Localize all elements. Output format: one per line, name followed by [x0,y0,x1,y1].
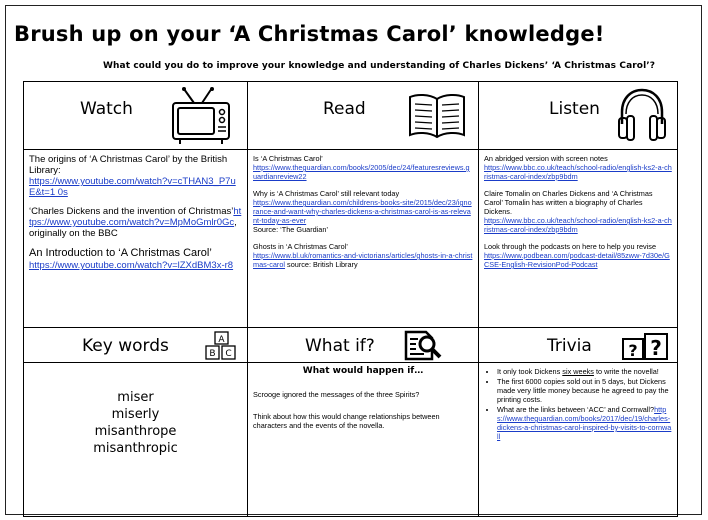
read-item-3: Ghosts in ‘A Christmas Carol’ https://www.bl.uk/romantics-and-victorians/articles/ghosts-in-a-christmas-carol source: British Library [253,242,473,269]
read-link-3[interactable]: https://www.bl.uk/romantics-and-victorians/articles/ghosts-in-a-christmas-carol [253,251,473,269]
page-subtitle: What could you do to improve your knowledge and understanding of Charles Dickens’ ‘A Christmas Carol’? [103,61,656,71]
read-link-2[interactable]: https://www.theguardian.com/childrens-books-site/2015/dec/23/ignorance-and-want-why-charles-dickens-a-christmas-carol-is-as-relevant-today-as-ever [253,198,472,225]
keywords-header [24,328,248,363]
svg-text:?: ? [650,336,662,360]
trivia-item-2: • The first 6000 copies sold out in 5 days, but Dickens made very little money because he agreed to pay the printing costs. [497,377,672,404]
page-title: Brush up on your ‘A Christmas Carol’ knowledge! [14,22,605,46]
read-heading: Read [323,99,366,119]
read-header [248,82,479,150]
document-magnifier-icon [402,329,446,362]
trivia-item-1: • It only took Dickens six weeks to write the novella! [497,367,672,376]
watch-link-3[interactable]: https://www.youtube.com/watch?v=lZXdBM3x-r8 [29,260,234,271]
read-link-1[interactable]: https://www.theguardian.com/books/2005/dec/24/featuresreviews.guardianreview22 [253,163,470,181]
trivia-list [484,367,672,441]
keyword-4: misanthropic [93,441,178,456]
keywords-heading: Key words [82,336,169,356]
listen-content [479,150,678,328]
book-icon [407,91,467,141]
tv-icon [170,87,232,145]
block-letter-c: C [225,349,232,359]
watch-link-2[interactable]: https://www.youtube.com/watch?v=MpMoGmlr0Gc [29,206,242,228]
read-item-2: Why is ‘A Christmas Carol’ still relevant today https://www.theguardian.com/childrens-books-site/2015/dec/23/ignorance-and-want-why-charles-dickens-a-christmas-carol-is-as-relevant-today-as-ever Source: ‘The Guardian’ [253,189,472,234]
trivia-link-1[interactable]: https://www.theguardian.com/books/2017/dec/19/charles-dickens-a-christmas-carol-inspired-by-visits-to-cornwall [497,405,672,441]
whatif-content [248,363,479,517]
keyword-3: misanthrope [94,424,177,439]
watch-item-2: ‘Charles Dickens and the invention of Christmas’https://www.youtube.com/watch?v=MpMoGmlr0Gc, originally on the BBC [29,206,242,239]
watch-header [24,82,248,150]
headphones-icon [616,86,668,144]
listen-link-2[interactable]: https://www.bbc.co.uk/teach/school-radio/english-ks2-a-christmas-carol-index/zbp9bdm [484,216,672,234]
read-content [248,150,479,328]
listen-item-3: Look through the podcasts on here to help you revise https://www.podbean.com/podcast-detail/85zww-7d30e/GCSE-English-RevisionPod-Podcast [484,242,670,269]
block-letter-b: B [209,349,216,359]
watch-heading: Watch [80,99,133,119]
keywords-content [24,363,248,517]
listen-item-1: An abridged version with screen notes https://www.bbc.co.uk/teach/school-radio/english-ks2-a-christmas-carol-index/zbp9bdm [484,154,672,181]
watch-item-3: An Introduction to ‘A Christmas Carol’ https://www.youtube.com/watch?v=lZXdBM3x-r8 [29,247,234,271]
block-letter-a: A [218,335,225,345]
listen-link-1[interactable]: https://www.bbc.co.uk/teach/school-radio/english-ks2-a-christmas-carol-index/zbp9bdm [484,163,672,181]
trivia-item-3: • What are the links between ‘ACC’ and Cornwall?https://www.theguardian.com/books/2017/dec/19/charles-dickens-a-christmas-carol-inspired-by-visits-to-cornwall [497,405,672,441]
keyword-1: miser [117,390,154,405]
svg-text:?: ? [628,341,638,360]
watch-item-1: The origins of ‘A Christmas Carol’ by the British Library: https://www.youtube.com/watch?v=cTHAN3_P7uE&t=1 0s [29,154,236,198]
question-marks-icon [621,331,669,361]
whatif-question: Scrooge ignored the messages of the three Spirits? [253,390,420,399]
listen-item-2: Claire Tomalin on Charles Dickens and ‘A Christmas Carol’ Tomalin has written a biography of Charles Dickens. https://www.bbc.co.uk/teach/school-radio/english-ks2-a-christmas-carol-index/zbp9bdm [484,189,672,234]
whatif-heading: What if? [305,336,375,356]
listen-link-3[interactable]: https://www.podbean.com/podcast-detail/85zww-7d30e/GCSE-English-RevisionPod-Podcast [484,251,670,269]
trivia-content [479,363,678,517]
watch-content [24,150,248,328]
listen-header [479,82,678,150]
read-item-1: Is ‘A Christmas Carol’ https://www.theguardian.com/books/2005/dec/24/featuresreviews.guardianreview22 [253,154,470,181]
watch-link-1[interactable]: https://www.youtube.com/watch?v=cTHAN3_P7uE&t=1 0s [29,176,236,198]
whatif-header [248,328,479,363]
whatif-prompt: Think about how this would change relationships between characters and the events of the novella. [253,412,440,430]
resource-grid [23,81,678,517]
abc-blocks-icon [202,330,242,361]
keyword-2: miserly [111,407,160,422]
trivia-heading: Trivia [547,336,592,356]
whatif-title: What would happen if… [302,366,424,376]
listen-heading: Listen [549,99,600,119]
trivia-header [479,328,678,363]
